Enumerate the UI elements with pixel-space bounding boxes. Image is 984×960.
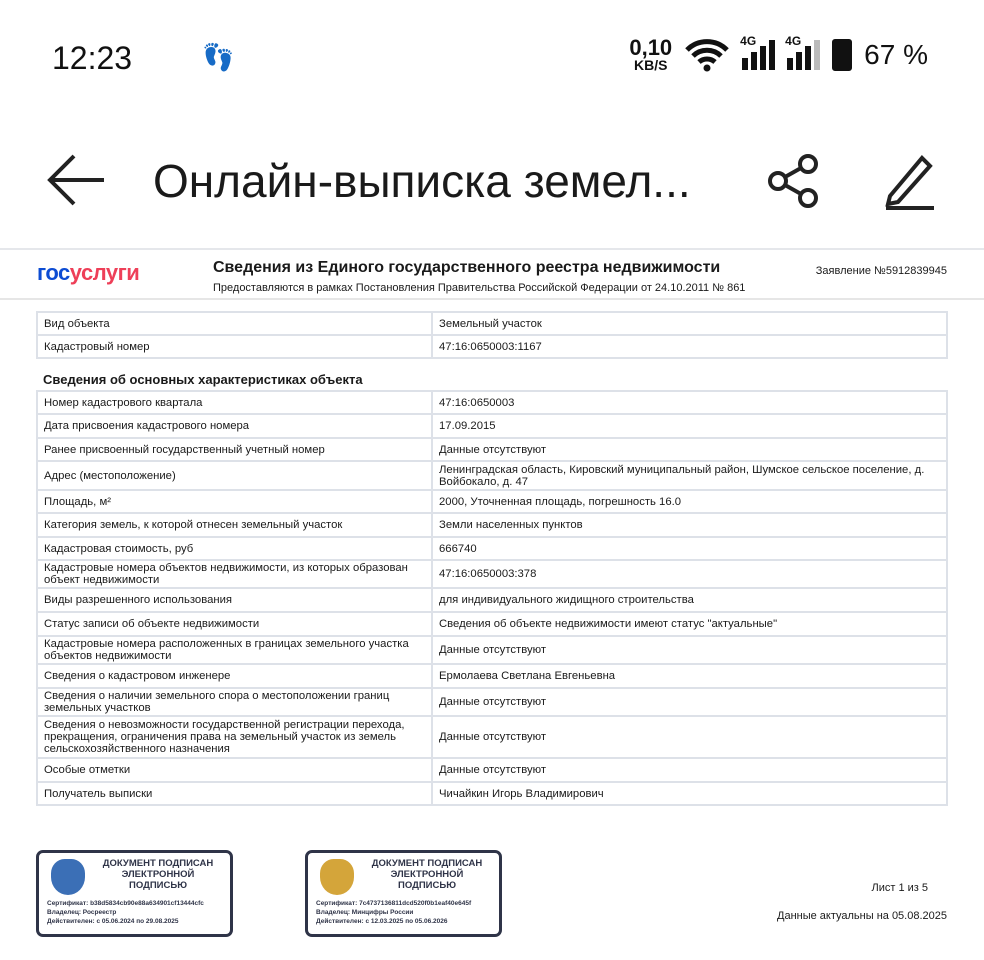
- field-value: Данные отсутствуют: [432, 636, 947, 664]
- wifi-icon: [684, 38, 730, 72]
- field-value: 47:16:0650003:1167: [432, 335, 947, 358]
- table-row: [37, 612, 947, 636]
- table-row: [37, 688, 947, 716]
- object-table: [36, 311, 948, 359]
- table-row: [37, 758, 947, 782]
- document-view[interactable]: [0, 248, 984, 938]
- field-label: Дата присвоения кадастрового номера: [37, 414, 432, 438]
- field-value: Чичайкин Игорь Владимирович: [432, 782, 947, 805]
- signature-stamp-mintsifry: ДОКУМЕНТ ПОДПИСАН ЭЛЕКТРОННОЙ ПОДПИСЬЮ Сертификат: 7c4737136811dcd520f0b1eaf40e645f Владелец: Минцифры России Действителен: с 12.03.2025 по 05.06.2026: [305, 850, 502, 937]
- actual-date: Данные актуальны на 05.08.2025: [777, 910, 947, 922]
- field-label: Адрес (местоположение): [37, 461, 432, 490]
- field-label: Ранее присвоенный государственный учетный номер: [37, 438, 432, 461]
- signature-stamp-rosreestr: ДОКУМЕНТ ПОДПИСАН ЭЛЕКТРОННОЙ ПОДПИСЬЮ Сертификат: b38d5834cb90e88a634901cf13444cfc Владелец: Росреестр Действителен: с 05.06.2024 по 29.08.2025: [36, 850, 233, 937]
- field-value: Ленинградская область, Кировский муниципальный район, Шумское сельское поселение, д. Войбокало, д. 47: [432, 461, 947, 490]
- emblem-icon: [320, 859, 354, 895]
- field-label: Сведения о кадастровом инженере: [37, 664, 432, 688]
- field-value: 17.09.2015: [432, 414, 947, 438]
- table-row: [37, 716, 947, 758]
- cell-signal-2-icon: 4G: [787, 40, 820, 70]
- field-label: Получатель выписки: [37, 782, 432, 805]
- table-row: [37, 664, 947, 688]
- field-value: Земельный участок: [432, 312, 947, 335]
- share-icon[interactable]: [766, 152, 822, 210]
- field-label: Кадастровый номер: [37, 335, 432, 358]
- table-row: [37, 312, 947, 335]
- field-label: Сведения о невозможности государственной регистрации перехода, прекращения, ограничения права на земельный участок из земель сельскохозяйственного назначения: [37, 716, 432, 758]
- field-value: 47:16:0650003: [432, 391, 947, 414]
- status-bar: [0, 0, 984, 110]
- field-value: 2000, Уточненная площадь, погрешность 16.0: [432, 490, 947, 513]
- network-speed: 0,10 KB/S: [629, 35, 673, 73]
- battery-percent: 67 %: [864, 39, 928, 70]
- field-label: Вид объекта: [37, 312, 432, 335]
- section-title: Сведения об основных характеристиках объекта: [43, 372, 363, 387]
- battery-icon: [832, 39, 852, 71]
- table-row: [37, 782, 947, 805]
- cell-signal-1-icon: 4G: [742, 40, 775, 70]
- page-counter: Лист 1 из 5: [871, 882, 928, 894]
- document-title: Сведения из Единого государственного реестра недвижимости: [213, 259, 721, 276]
- clock: 12:23: [52, 40, 133, 76]
- field-value: Данные отсутствуют: [432, 438, 947, 461]
- field-value: Данные отсутствуют: [432, 758, 947, 782]
- field-value: Данные отсутствуют: [432, 716, 947, 758]
- edit-pencil-icon[interactable]: [882, 150, 938, 210]
- table-row: [37, 490, 947, 513]
- field-label: Статус записи об объекте недвижимости: [37, 612, 432, 636]
- field-value: 47:16:0650003:378: [432, 560, 947, 588]
- table-row: [37, 537, 947, 560]
- table-row: [37, 438, 947, 461]
- field-value: Данные отсутствуют: [432, 688, 947, 716]
- application-number: Заявление №5912839945: [815, 265, 947, 277]
- field-value: для индивидуального жидищного строительства: [432, 588, 947, 612]
- document-header: [0, 250, 984, 300]
- table-row: [37, 335, 947, 358]
- app-bar: [0, 140, 984, 230]
- characteristics-table: [36, 390, 948, 806]
- field-label: Площадь, м²: [37, 490, 432, 513]
- field-label: Кадастровые номера расположенных в границах земельного участка объектов недвижимости: [37, 636, 432, 664]
- back-arrow-icon[interactable]: [44, 152, 108, 208]
- table-row: [37, 560, 947, 588]
- emblem-icon: [51, 859, 85, 895]
- footsteps-icon: 👣: [202, 42, 235, 72]
- field-value: Земли населенных пунктов: [432, 513, 947, 537]
- field-label: Кадастровые номера объектов недвижимости, из которых образован объект недвижимости: [37, 560, 432, 588]
- field-label: Категория земель, к которой отнесен земельный участок: [37, 513, 432, 537]
- field-value: Сведения об объекте недвижимости имеют статус "актуальные": [432, 612, 947, 636]
- field-label: Виды разрешенного использования: [37, 588, 432, 612]
- table-row: [37, 588, 947, 612]
- gosuslugi-logo: госуслуги: [37, 260, 140, 285]
- field-label: Номер кадастрового квартала: [37, 391, 432, 414]
- field-label: Кадастровая стоимость, руб: [37, 537, 432, 560]
- table-row: [37, 513, 947, 537]
- table-row: [37, 461, 947, 490]
- field-label: Сведения о наличии земельного спора о местоположении границ земельных участков: [37, 688, 432, 716]
- document-subtitle: Предоставляются в рамках Постановления Правительства Российской Федерации от 24.10.2011 № 861: [213, 282, 746, 294]
- field-label: Особые отметки: [37, 758, 432, 782]
- field-value: Ермолаева Светлана Евгеньевна: [432, 664, 947, 688]
- page-title: Онлайн-выписка земел...: [153, 155, 691, 207]
- table-row: [37, 636, 947, 664]
- table-row: [37, 414, 947, 438]
- table-row: [37, 391, 947, 414]
- field-value: 666740: [432, 537, 947, 560]
